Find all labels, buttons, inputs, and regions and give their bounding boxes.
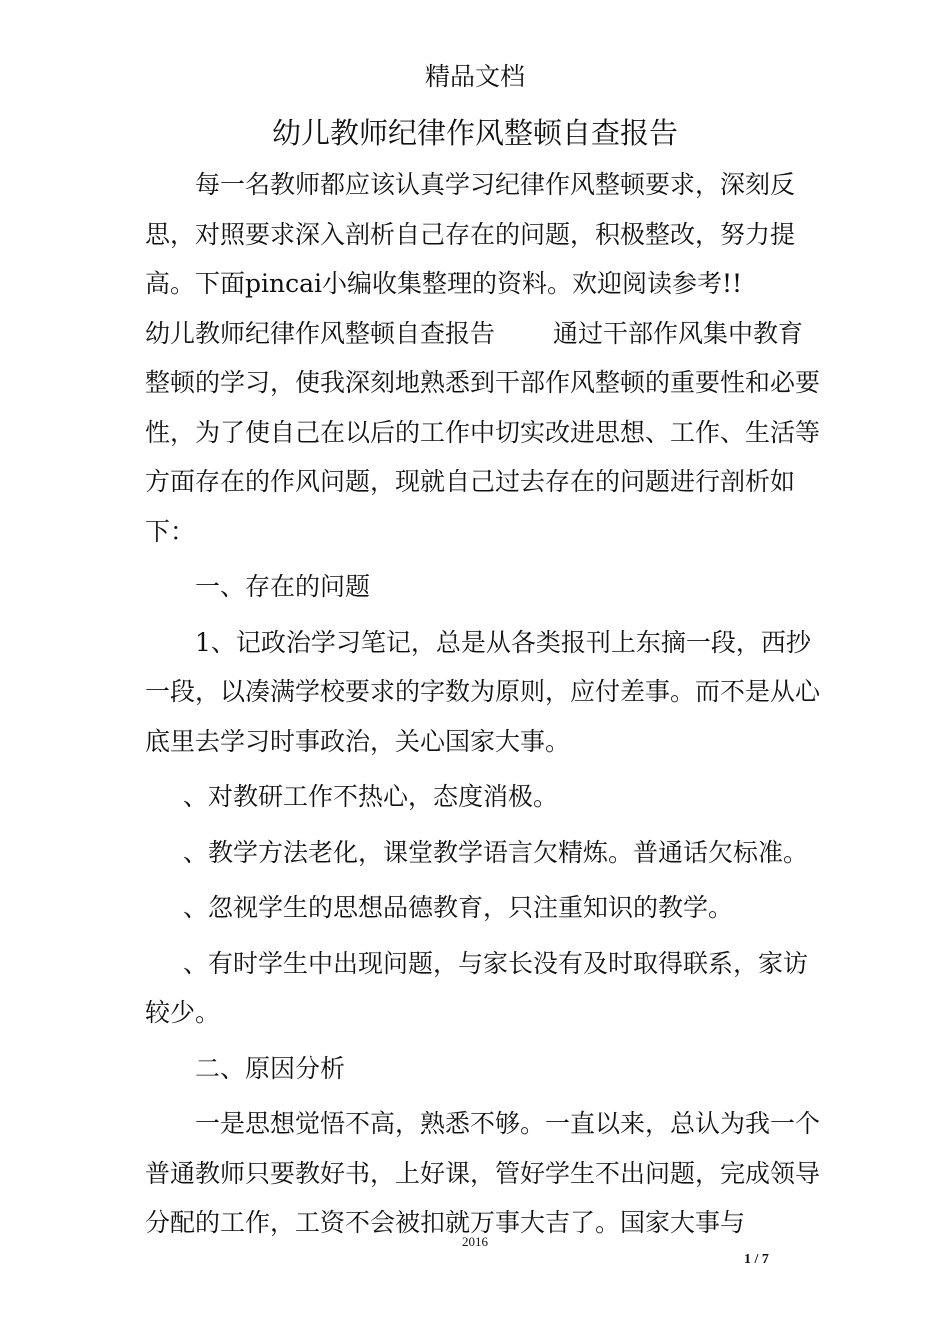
cause-paragraph-1: 一是思想觉悟不高，熟悉不够。一直以来，总认为我一个普通教师只要教好书，上好课，管好学生不出问题，完成领导分配的工作，工资不会被扣就万事大吉了。国家大事与 xyxy=(145,1109,821,1237)
report-opening-paragraph xyxy=(145,309,825,557)
document-title: 幼儿教师纪律作风整顿自查报告 xyxy=(271,116,678,150)
problem-item-2: 、对教研工作不热心，态度消极。 xyxy=(183,782,559,811)
page-number: 1 / 7 xyxy=(744,1252,769,1267)
problem-item-4: 、忽视学生的思想品德教育，只注重知识的教学。 xyxy=(183,893,734,922)
document-body xyxy=(145,160,825,1248)
problem-item-3: 、教学方法老化，课堂教学语言欠精炼。普通话欠标准。 xyxy=(183,837,809,867)
section-heading-causes: 二、原因分析 xyxy=(195,1053,346,1083)
problem-item-1: 1、记政治学习笔记，总是从各类报刊上东摘一段，西抄一段，以凑满学校要求的字数为原则，应付差事。而不是从心底里去学习时事政治，关心国家大事。 xyxy=(145,627,821,756)
report-subtitle: 幼儿教师纪律作风整顿自查报告 xyxy=(145,318,496,348)
problem-item-5: 、有时学生中出现问题，与家长没有及时取得联系，家访较少。 xyxy=(145,948,809,1027)
footer-year: 2016 xyxy=(462,1234,488,1249)
section-heading-problems: 一、存在的问题 xyxy=(195,572,371,601)
header-mark: 精品文档 xyxy=(424,62,525,91)
opening-text: 通过干部作风集中教育整顿的学习，使我深刻地熟悉到干部作风整顿的重要性和必要性，为了使自己在以后的工作中切实改进思想、工作、生活等方面存在的作风问题，现就自己过去存在的问题进行剖析如下： xyxy=(145,318,821,546)
intro-paragraph: 每一名教师都应该认真学习纪律作风整顿要求，深刻反思，对照要求深入剖析自己存在的问题，积极整改，努力提高。下面pincai小编收集整理的资料。欢迎阅读参考!! xyxy=(145,170,796,298)
